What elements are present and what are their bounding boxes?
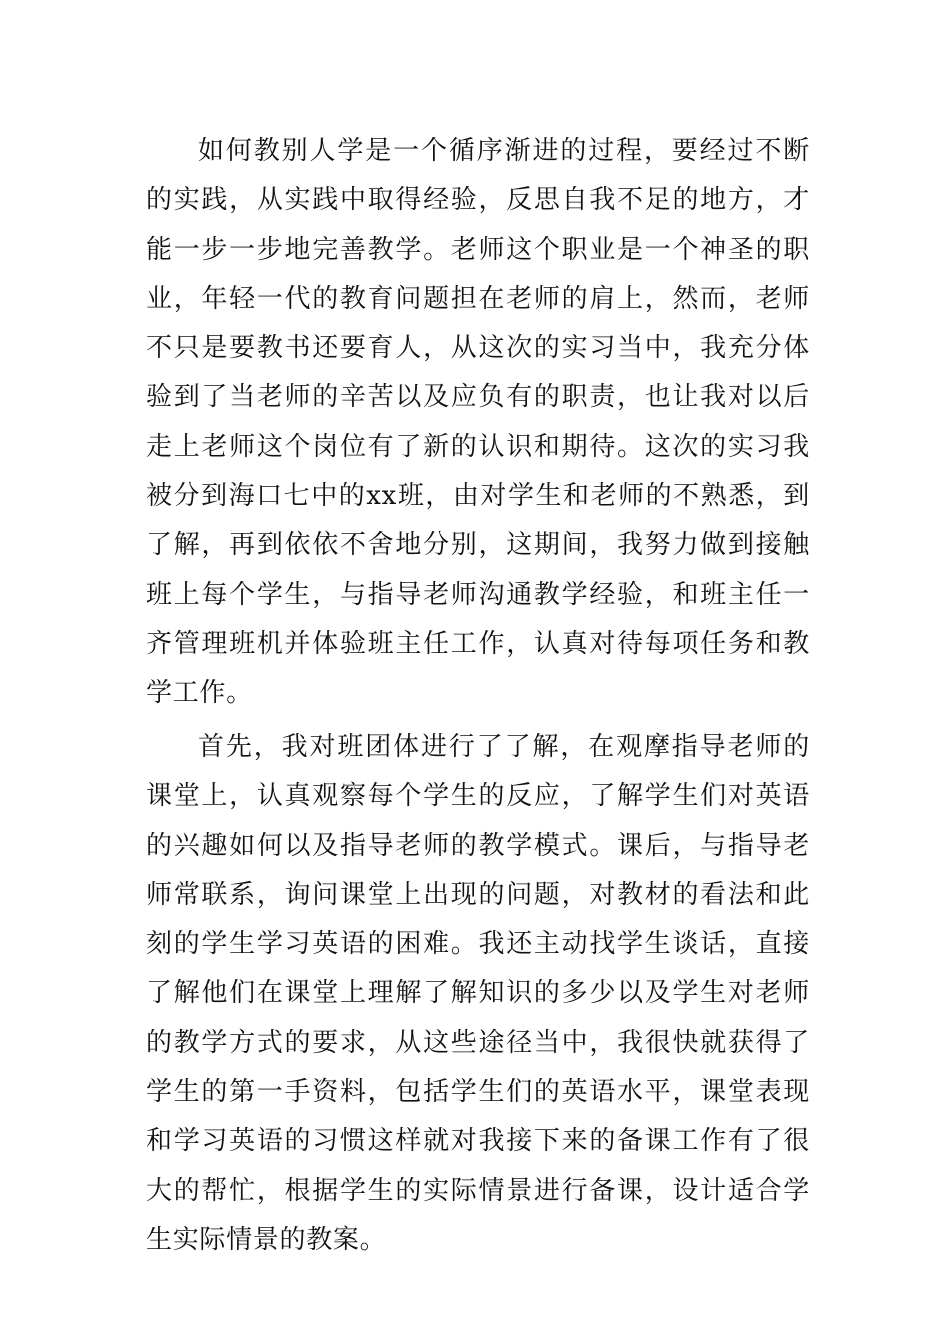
paragraph-1: 如何教别人学是一个循序渐进的过程，要经过不断的实践，从实践中取得经验，反思自我不足的地方，才能一步一步地完善教学。老师这个职业是一个神圣的职业，年轻一代的教育问题担在老师的肩上，然而，老师不只是要教书还要育人，从这次的实习当中，我充分体验到了当老师的辛苦以及应负有的职责，也让我对以后走上老师这个岗位有了新的认识和期待。这次的实习我被分到海口七中的xx班，由对学生和老师的不熟悉，到了解，再到依依不舍地分别，这期间，我努力做到接触班上每个学生，与指导老师沟通教学经验，和班主任一齐管理班机并体验班主任工作，认真对待每项任务和教学工作。 bbox=[146, 136, 810, 709]
paragraph-2: 首先，我对班团体进行了了解，在观摩指导老师的课堂上，认真观察每个学生的反应，了解学生们对英语的兴趣如何以及指导老师的教学模式。课后，与指导老师常联系，询问课堂上出现的问题，对教材的看法和此刻的学生学习英语的困难。我还主动找学生谈话，直接了解他们在课堂上理解了解知识的多少以及学生对老师的教学方式的要求，从这些途径当中，我很快就获得了学生的第一手资料，包括学生们的英语水平，课堂表现和学习英语的习惯这样就对我接下来的备课工作有了很大的帮忙，根据学生的实际情景进行备课，设计适合学生实际情景的教案。 bbox=[146, 732, 810, 1255]
